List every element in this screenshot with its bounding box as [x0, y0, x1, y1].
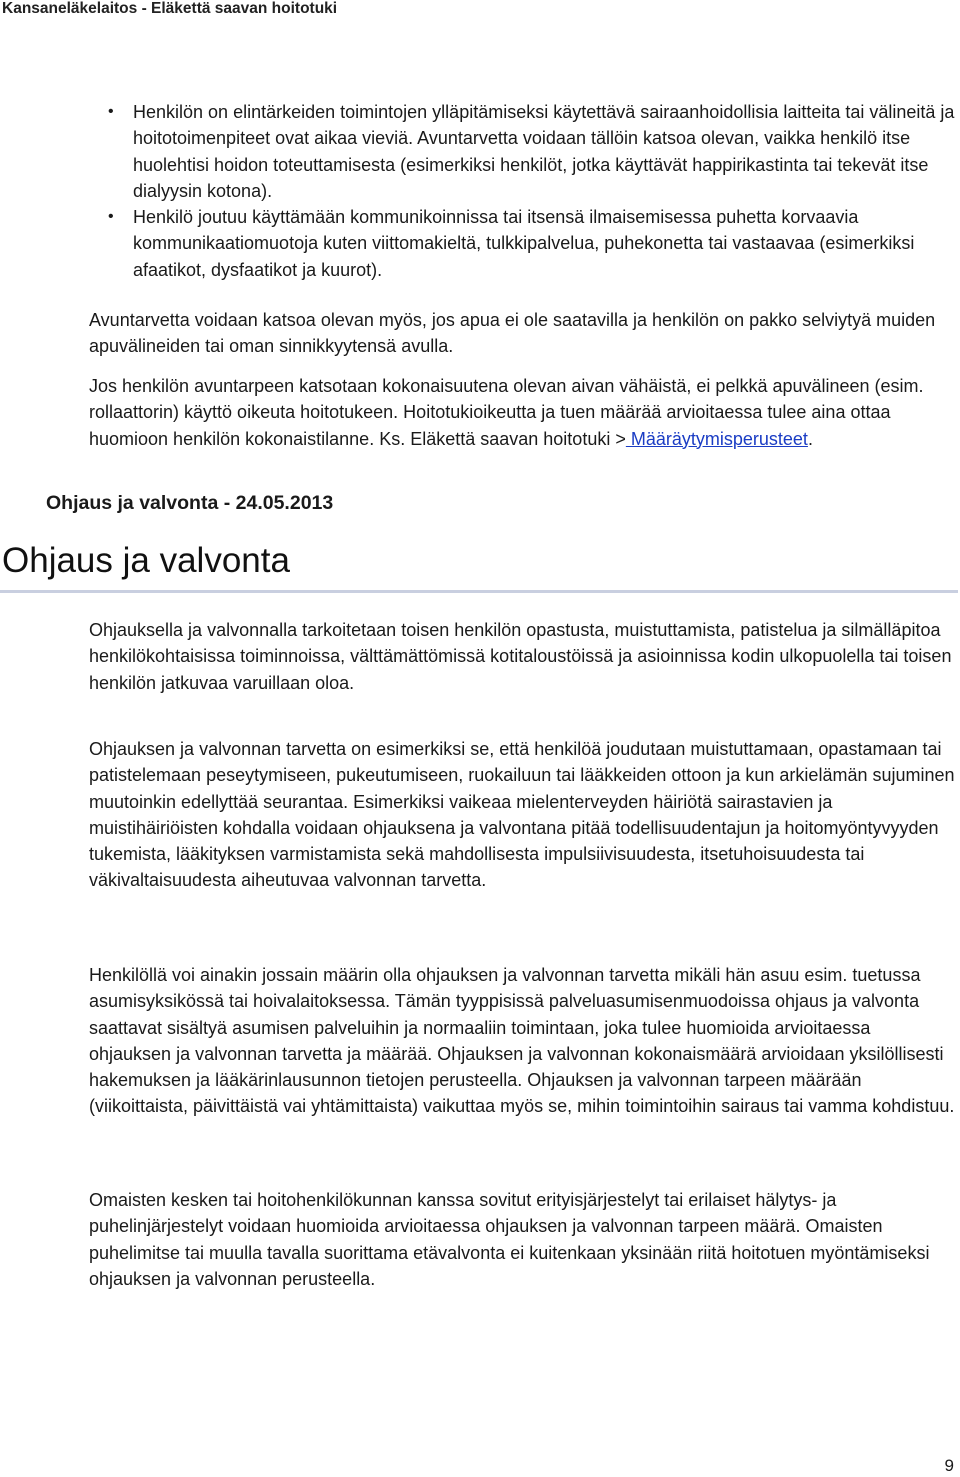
page-title: Ohjaus ja valvonta [2, 541, 290, 580]
paragraph-end: . [807, 428, 813, 449]
paragraph [89, 373, 957, 452]
bullet-icon: • [108, 208, 114, 226]
section-subheading: Ohjaus ja valvonta - 24.05.2013 [46, 492, 334, 514]
maaraytymisperusteet-link[interactable]: Määräytymisperusteet [625, 428, 808, 449]
list-item-text: Henkilön on elintärkeiden toimintojen ylläpitämiseksi käytettävä sairaanhoidollisia laitteita tai välineitä ja hoitotoimenpiteet ovat aikaa vieviä. Avuntarvetta voidaan tällöin katsoa olevan, vaikka henkilö itse huolehtisi hoidon toteuttamisesta (esimerkiksi henkilöt, jotka käyttävät happirikastinta tai tekevät itse dialyysin kotona). [133, 102, 955, 201]
list-item [108, 204, 958, 283]
paragraph: Ohjauksen ja valvonnan tarvetta on esimerkiksi se, että henkilöä joudutaan muistuttamaan, opastamaan tai patistelemaan peseytymiseen, pukeutumiseen, ruokailuun tai lääkkeiden ottoon ja kun arkielämän sujuminen muutoinkin edellyttää seurantaa. Esimerkiksi vaikeaa mielenterveyden häiriötä sairastavien ja muistihäiriöisten kohdalla voidaan ohjauksena ja valvontana pitää todellisuudentajun ja hoitomyöntyvyyden tukemista, lääkityksen varmistamista sekä mahdollisesta impulsiivisuudesta, itsetuhoisuudesta tai väkivaltaisuudesta aiheutuvaa valvonnan tarvetta. [89, 739, 955, 891]
list-item [108, 99, 958, 204]
list-item-text: Henkilö joutuu käyttämään kommunikoinnissa tai itsensä ilmaisemisessa puhetta korvaavia kommunikaatiomuotoja kuten viittomakieltä, tulkkipalvelua, puhekonetta tai vastaavaa (esimerkiksi afaatikot, dysfaatikot ja kuurot). [133, 207, 915, 280]
page-number: 9 [944, 1456, 954, 1475]
running-header: Kansaneläkelaitos - Eläkettä saavan hoitotuki [2, 0, 338, 17]
bullet-list [108, 99, 958, 283]
paragraph: Omaisten kesken tai hoitohenkilökunnan kanssa sovitut erityisjärjestelyt tai erilaiset hälytys- ja puhelinjärjestelyt voidaan huomioida arvioitaessa ohjauksen ja valvonnan tarpeen määrä. Omaisten puhelimitse tai muulla tavalla suorittama etävalvonta ei kuitenkaan yksinään riitä hoitotuen myöntämiseksi ohjauksen ja valvonnan perusteella. [89, 1190, 930, 1289]
title-divider [0, 590, 958, 593]
paragraph-text: Jos henkilön avuntarpeen katsotaan kokonaisuutena olevan aivan vähäistä, ei pelkkä apuvälineen (esim. rollaattorin) käyttö oikeuta hoitotukeen. Hoitotukioikeutta ja tuen määrää arvioitaessa tulee aina ottaa huomioon henkilön kokonaistilanne. Ks. Eläkettä saavan hoitotuki > [89, 376, 924, 449]
paragraph: Ohjauksella ja valvonnalla tarkoitetaan toisen henkilön opastusta, muistuttamista, patistelua ja silmälläpitoa henkilökohtaisissa toiminnoissa, välttämättömissä kotitaloustöissä ja asioinnissa kodin ulkopuolella tai toisen henkilön jatkuvaa varuillaan oloa. [89, 620, 952, 693]
bullet-icon: • [108, 103, 114, 120]
paragraph: Henkilöllä voi ainakin jossain määrin olla ohjauksen ja valvonnan tarvetta mikäli hän asuu esim. tuetussa asumisyksikössä tai hoivalaitoksessa. Tämän tyyppisissä palveluasumisenmuodoissa ohjaus ja valvonta saattavat sisältyä asumisen palveluihin ja normaaliin toimintaan, joka tulee huomioida arvioitaessa ohjauksen ja valvonnan tarvetta ja määrää. Ohjauksen ja valvonnan kokonaismäärä arvioidaan yksilöllisesti hakemuksen ja lääkärinlausunnon tietojen perusteella. Ohjauksen ja valvonnan tarpeen määrään (viikoittaista, päivittäistä vai yhtämittaista) vaikuttaa myös se, mihin toimintoihin sairaus tai vamma kohdistuu. [89, 965, 955, 1117]
paragraph: Avuntarvetta voidaan katsoa olevan myös, jos apua ei ole saatavilla ja henkilön on pakko selviytyä muiden apuvälineiden tai oman sinnikkyytensä avulla. [89, 310, 936, 357]
